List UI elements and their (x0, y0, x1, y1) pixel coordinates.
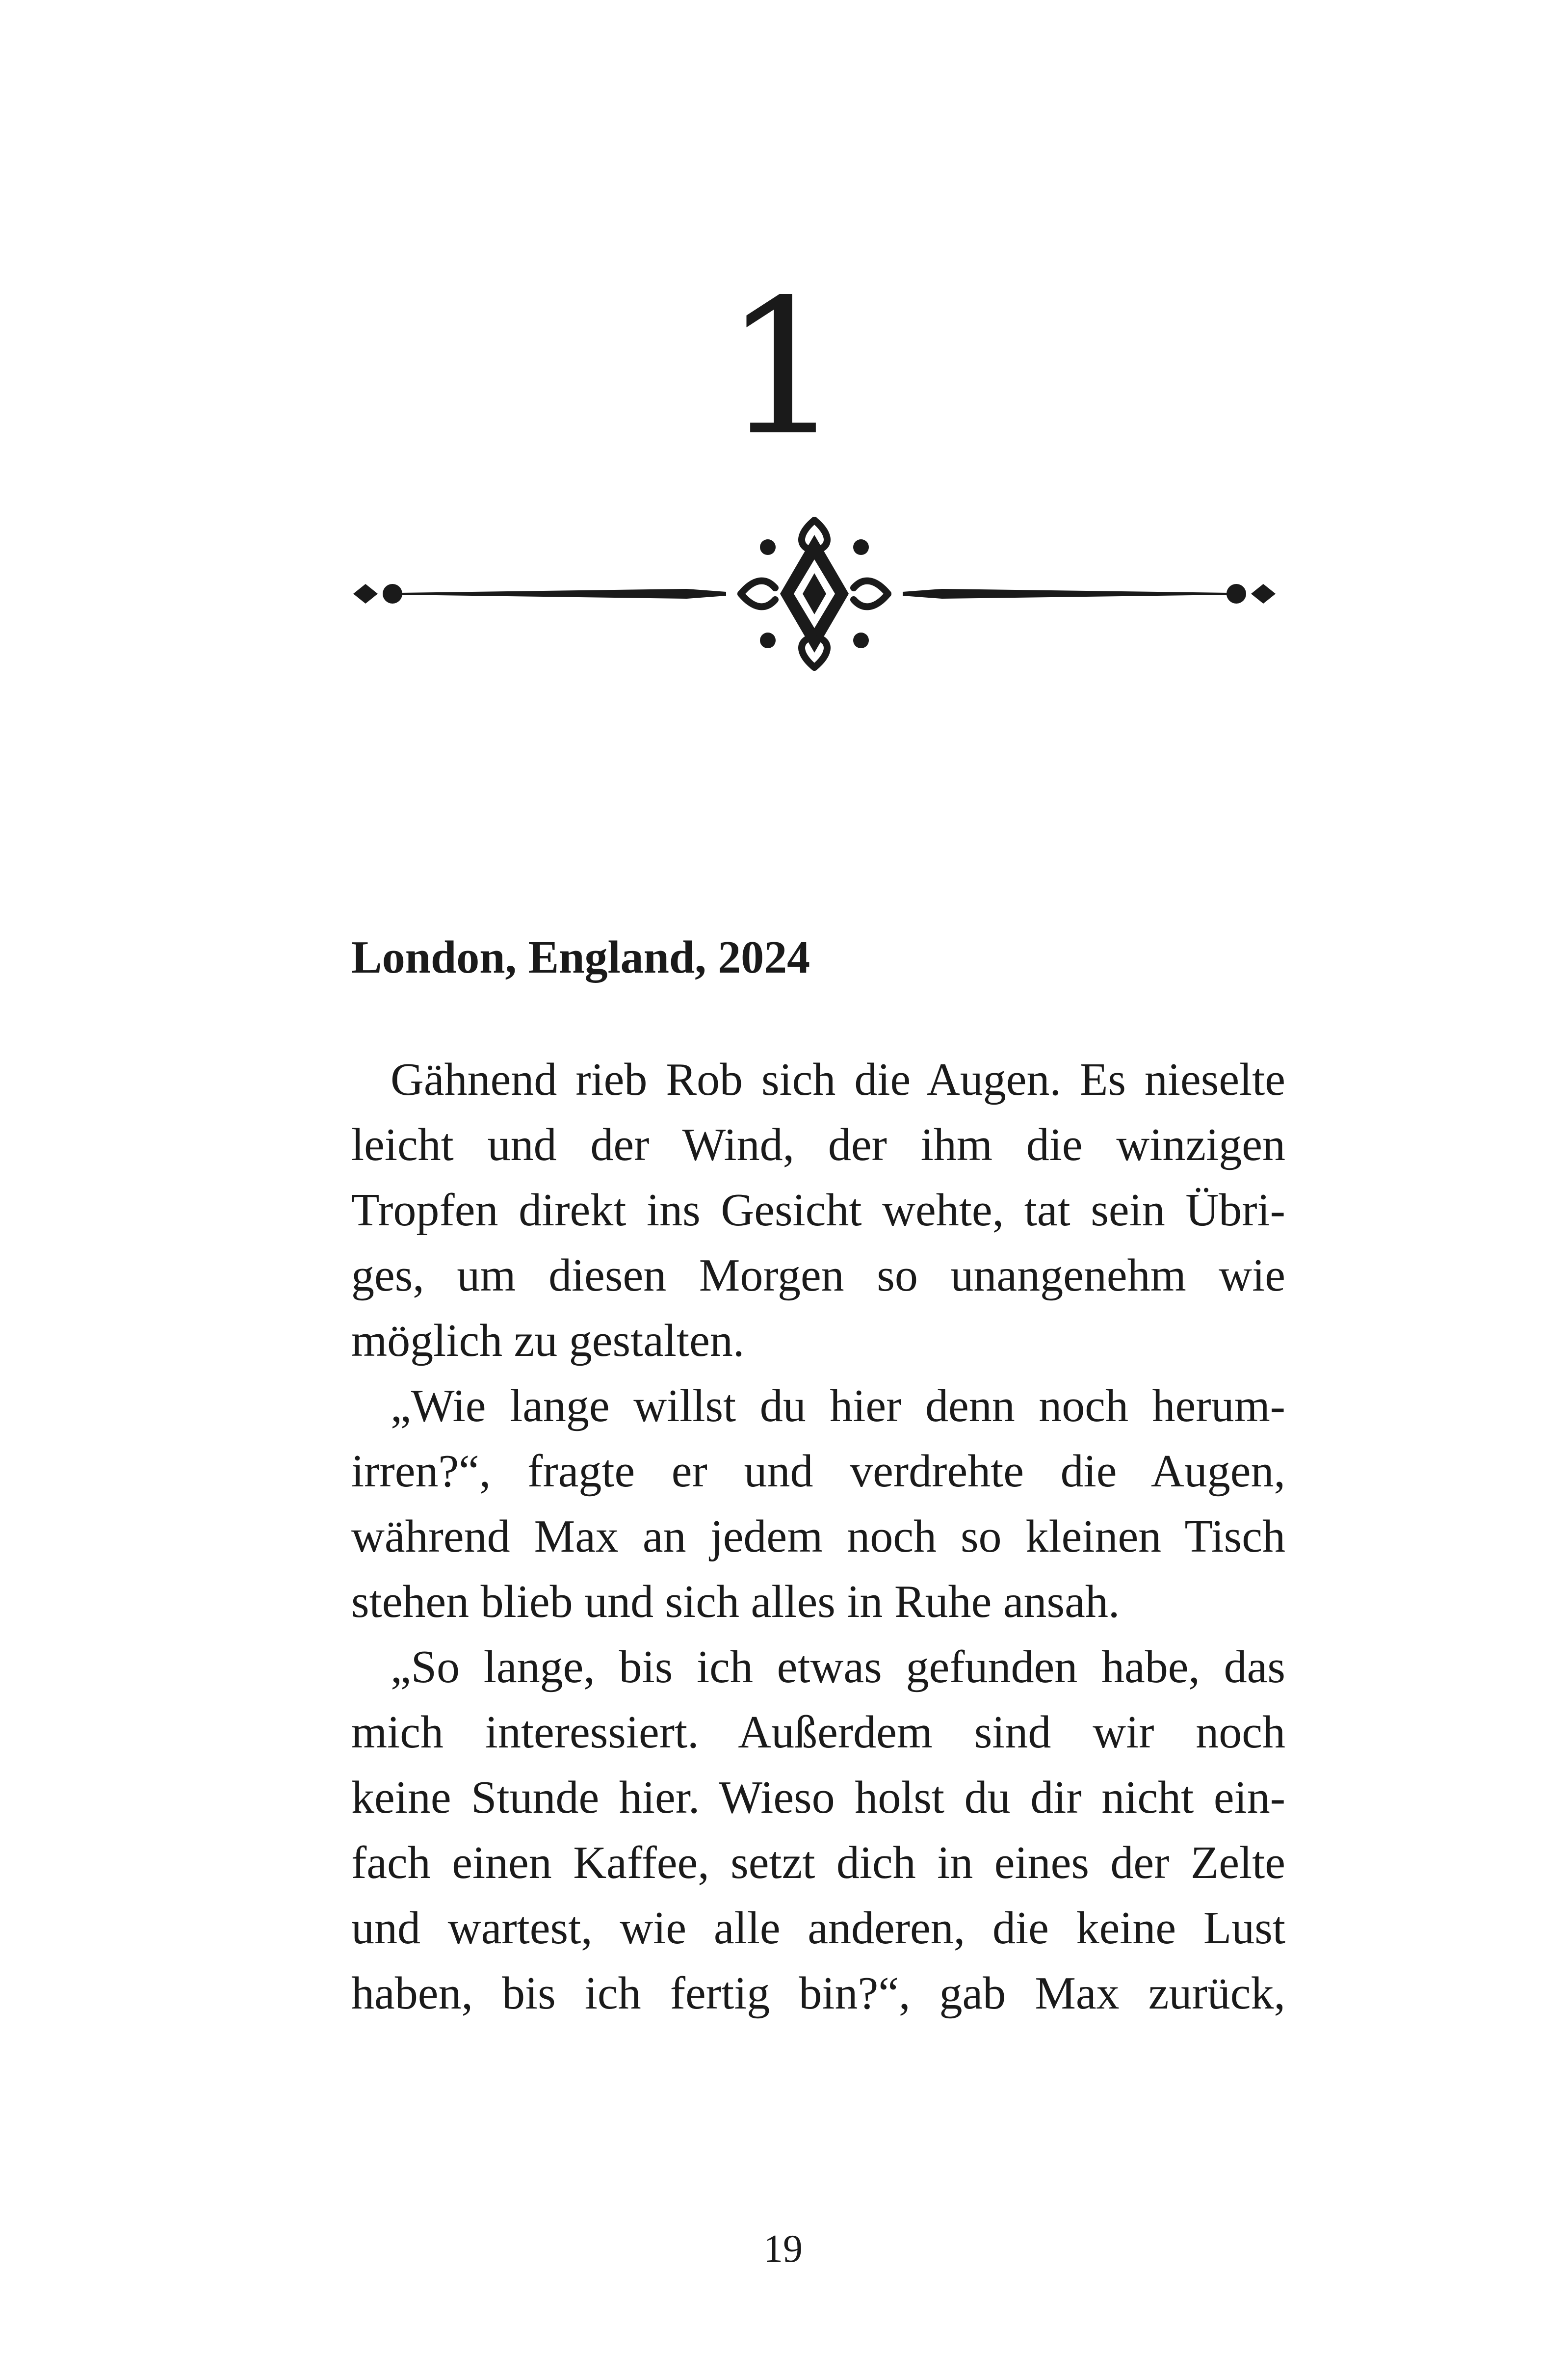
text-line: „So lange, bis ich etwas gefunden habe, das (391, 1641, 1285, 1692)
text-line: Tropfen direkt ins Gesicht wehte, tat sein Übri- (351, 1185, 1285, 1236)
text-line: „Wie lange willst du hier denn noch herum- (391, 1380, 1285, 1431)
text-line: möglich zu gestalten. (351, 1315, 745, 1366)
text-line: leicht und der Wind, der ihm die winzigen (351, 1119, 1285, 1170)
text-line: mich interessiert. Außerdem sind wir noch (351, 1707, 1285, 1758)
text-line: stehen blieb und sich alles in Ruhe ansah. (351, 1576, 1120, 1627)
body-text (351, 1047, 1285, 2026)
text-line: während Max an jedem noch so kleinen Tisch (351, 1511, 1285, 1562)
text-line: irren?“, fragte er und verdrehte die Augen, (351, 1446, 1285, 1497)
text-line: haben, bis ich fertig bin?“, gab Max zurück, (351, 1968, 1285, 2019)
text-line: ges, um diesen Morgen so unangenehm wie (351, 1250, 1285, 1301)
text-line: keine Stunde hier. Wieso holst du dir nicht ein- (351, 1772, 1285, 1823)
text-line: Gähnend rieb Rob sich die Augen. Es nieselte (391, 1054, 1285, 1105)
fleuron-divider-icon (343, 510, 1285, 677)
text-line: und wartest, wie alle anderen, die keine Lust (351, 1903, 1285, 1954)
text-line: fach einen Kaffee, setzt dich in eines der Zelte (351, 1837, 1285, 1888)
chapter-number: 1 (724, 259, 842, 476)
page-number: 19 (763, 2227, 803, 2271)
location-heading: London, England, 2024 (351, 932, 810, 983)
